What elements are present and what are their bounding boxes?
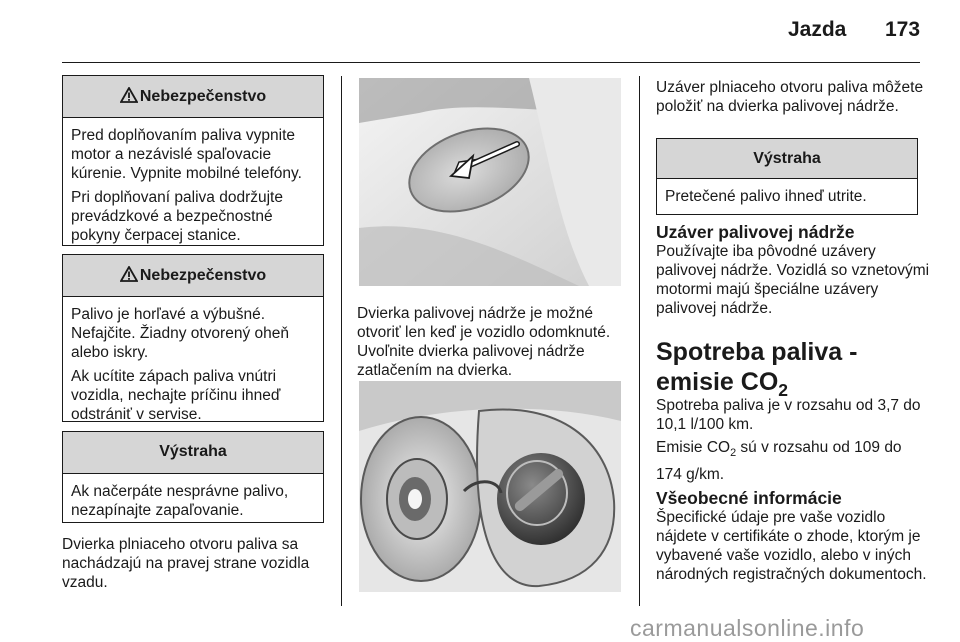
danger-box-1-para-1: Pred doplňovaním paliva vypnite motor a nezávislé spaľovacie kúrenie. Vypnite mobilné telefóny.	[71, 127, 302, 182]
co2-emissions-text	[656, 437, 931, 486]
cap-storage-text	[656, 78, 931, 116]
fuel-consumption-range-para: Spotreba paliva je v rozsahu od 3,7 do 10,1 l/100 km.	[656, 397, 921, 433]
caution-box-1	[62, 431, 324, 523]
fuel-cap-photo	[359, 381, 621, 592]
caution-box-2	[656, 138, 918, 215]
co2-emissions-para	[656, 437, 931, 486]
fuel-cap-para: Používajte iba pôvodné uzávery palivovej nádrže. Vozidlá so vznetovými motormi majú špeciálne uzávery palivovej nádrže.	[656, 243, 930, 317]
danger-box-2-title: Nebezpečenstvo	[139, 267, 267, 284]
fuel-flap-open-text	[357, 304, 632, 380]
warning-triangle-icon	[120, 266, 138, 282]
danger-box-1	[62, 75, 324, 246]
fuel-cap-text	[656, 242, 931, 318]
general-info-para: Špecifické údaje pre vaše vozidlo nájdete v certifikáte o zhode, ktorým je vybavené vaše vozidlo, alebo v iných národných registračných dokumentoch.	[656, 509, 927, 583]
caution-box-1-body	[63, 474, 323, 520]
cap-storage-para: Uzáver plniaceho otvoru paliva môžete položiť na dvierka palivovej nádrže.	[656, 79, 924, 115]
caution-box-1-para-1: Ak načerpáte nesprávne palivo, nezapínajte zapaľovanie.	[71, 483, 289, 519]
fuel-consumption-heading-text: Spotreba paliva - emisie CO	[656, 338, 858, 396]
caution-box-2-para-1: Pretečené palivo ihneď utrite.	[665, 188, 867, 205]
danger-box-1-body	[63, 118, 323, 245]
warning-triangle-icon	[120, 87, 138, 103]
fuel-consumption-heading-sub: 2	[778, 380, 789, 400]
column-divider-2	[639, 76, 640, 606]
danger-box-2-body	[63, 297, 323, 424]
section-title: Jazda	[788, 18, 847, 41]
caution-box-2-heading	[657, 139, 917, 179]
caution-box-2-title: Výstraha	[753, 150, 821, 167]
danger-box-1-heading	[63, 76, 323, 118]
fuel-flap-location-text	[62, 535, 330, 592]
danger-box-1-para-2: Pri doplňovaní paliva dodržujte prevádzkové a bezpečnostné pokyny čerpacej stanice.	[71, 189, 283, 244]
fuel-cap-heading: Uzáver palivovej nádrže	[656, 222, 855, 242]
page-header	[0, 0, 960, 50]
fuel-cap-illustration	[359, 381, 621, 592]
fuel-flap-location-para: Dvierka plniaceho otvoru paliva sa nachádzajú na pravej strane vozidla vzadu.	[62, 536, 310, 591]
co2-post: sú v rozsahu od 109 do 174 g/km.	[656, 439, 902, 484]
header-divider	[62, 62, 920, 63]
caution-box-2-body	[657, 179, 917, 206]
danger-box-2	[62, 254, 324, 422]
fuel-flap-photo	[359, 78, 621, 286]
danger-box-2-para-1: Palivo je horľavé a výbušné. Nefajčite. Žiadny otvorený oheň alebo iskry.	[71, 306, 289, 361]
fuel-flap-open-para: Dvierka palivovej nádrže je možné otvoriť len keď je vozidlo odomknuté. Uvoľnite dvierka palivovej nádrže zatlačením na dvierka.	[357, 305, 611, 379]
column-divider-1	[341, 76, 342, 606]
fuel-consumption-range-text	[656, 396, 931, 434]
co2-pre: Emisie CO	[656, 439, 731, 456]
fuel-flap-illustration	[359, 78, 621, 286]
watermark: carmanualsonline.info	[630, 615, 865, 641]
danger-box-2-para-2: Ak ucítite zápach paliva vnútri vozidla, nechajte príčinu ihneď odstrániť v servise.	[71, 368, 281, 423]
general-info-heading: Všeobecné informácie	[656, 488, 842, 508]
danger-box-1-title: Nebezpečenstvo	[139, 88, 267, 105]
co2-sub: 2	[730, 447, 737, 460]
page-number: 173	[885, 18, 921, 41]
caution-box-1-heading	[63, 432, 323, 474]
danger-box-2-heading	[63, 255, 323, 297]
general-info-text	[656, 508, 931, 584]
fuel-consumption-heading	[656, 337, 931, 405]
caution-box-1-title: Výstraha	[159, 443, 227, 460]
